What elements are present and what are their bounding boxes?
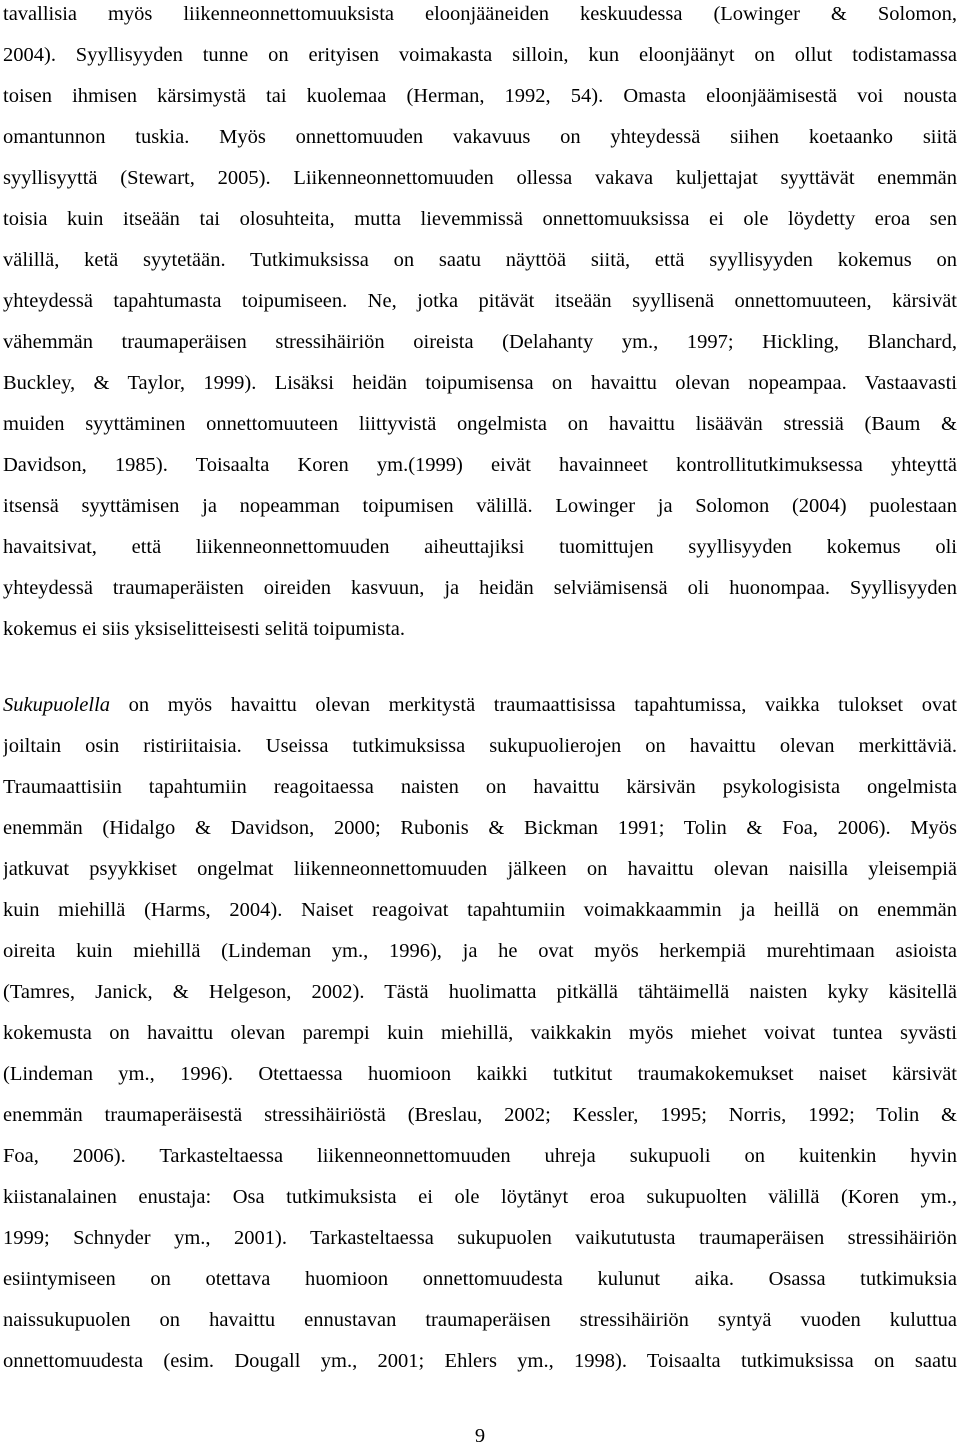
text-line: yhteydessä traumaperäisten oireiden kasvuun, ja heidän selviämisensä oli huonompaa. Syyllisyyden [3, 577, 957, 599]
text-line: (Lindeman ym., 1996). Otettaessa huomioon kaikki tutkitut traumakokemukset naiset kärsivät [3, 1063, 957, 1085]
page-number: 9 [474, 1425, 486, 1447]
text-line: (Tamres, Janick, & Helgeson, 2002). Tästä huolimatta pitkällä tähtäimellä naisten kyky käsitellä [3, 981, 957, 1003]
text-line: Traumaattisiin tapahtumiin reagoitaessa naisten on havaittu kärsivän psykologisista ongelmista [3, 776, 957, 798]
text-line: naissukupuolen on havaittu ennustavan traumaperäisen stressihäiriön syntyä vuoden kuluttua [3, 1309, 957, 1331]
text-line: itsensä syyttämisen ja nopeamman toipumisen välillä. Lowinger ja Solomon (2004) puolestaan [3, 495, 957, 517]
paragraph-gender [3, 685, 957, 1382]
paragraph-guilt [3, 0, 957, 650]
text-segment: on myös havaittu olevan merkitystä traumaattisissa tapahtumissa, vaikka tulokset ovat [110, 694, 957, 716]
text-line: esiintymiseen on otettava huomioon onnettomuudesta kulunut aika. Osassa tutkimuksia [3, 1268, 957, 1290]
text-line: kokemus ei siis yksiselitteisesti selitä toipumista. [3, 618, 406, 640]
text-line: muiden syyttäminen onnettomuuteen liittyvistä ongelmista on havaittu lisäävän stressiä (Baum & [3, 413, 957, 435]
text-line: syyllisyyttä (Stewart, 2005). Liikenneonnettomuuden ollessa vakava kuljettajat syyttävät enemmän [3, 167, 957, 189]
text-line: omantunnon tuskia. Myös onnettomuuden vakavuus on yhteydessä siihen koetaanko siitä [3, 126, 957, 148]
text-line: enemmän (Hidalgo & Davidson, 2000; Rubonis & Bickman 1991; Tolin & Foa, 2006). Myös [3, 817, 957, 839]
text-line: 1999; Schnyder ym., 2001). Tarkasteltaessa sukupuolen vaikututusta traumaperäisen stressihäiriön [3, 1227, 957, 1249]
text-line: Davidson, 1985). Toisaalta Koren ym.(1999) eivät havainneet kontrollitutkimuksessa yhteyttä [3, 454, 957, 476]
text-line: Foa, 2006). Tarkasteltaessa liikenneonnettomuuden uhreja sukupuoli on kuitenkin hyvin [3, 1145, 957, 1167]
text-line: onnettomuudesta (esim. Dougall ym., 2001; Ehlers ym., 1998). Toisaalta tutkimuksissa on saatu [3, 1350, 957, 1372]
text-line: yhteydessä tapahtumasta toipumiseen. Ne, jotka pitävät itseään syyllisenä onnettomuuteen, kärsivät [3, 290, 957, 312]
text-line: 2004). Syyllisyyden tunne on erityisen voimakasta silloin, kun eloonjäänyt on ollut todistamassa [3, 44, 957, 66]
text-line: havaitsivat, että liikenneonnettomuuden aiheuttajiksi tuomittujen syyllisyyden kokemus oli [3, 536, 957, 558]
text-line: kiistanalainen enustaja: Osa tutkimuksista ei ole löytänyt eroa sukupuolten välillä (Koren ym., [3, 1186, 957, 1208]
text-line: enemmän traumaperäisestä stressihäiriöstä (Breslau, 2002; Kessler, 1995; Norris, 1992; Tolin & [3, 1104, 957, 1126]
text-line: tavallisia myös liikenneonnettomuuksista eloonjääneiden keskuudessa (Lowinger & Solomon, [3, 3, 957, 25]
text-line: oireita kuin miehillä (Lindeman ym., 1996), ja he ovat myös herkempiä murehtimaan asioista [3, 940, 957, 962]
emphasized-term: Sukupuolella [3, 694, 111, 716]
text-line: välillä, ketä syytetään. Tutkimuksissa on saatu näyttöä siitä, että syyllisyyden kokemus on [3, 249, 957, 271]
text-line: vähemmän traumaperäisen stressihäiriön oireista (Delahanty ym., 1997; Hickling, Blanchard, [3, 331, 957, 353]
text-line: jatkuvat psyykkiset ongelmat liikenneonnettomuuden jälkeen on havaittu olevan naisilla yleisempiä [3, 858, 957, 880]
text-line: toisia kuin itseään tai olosuhteita, mutta lievemmissä onnettomuuksissa ei ole löydetty eroa sen [3, 208, 957, 230]
text-line [3, 685, 957, 726]
text-line: Buckley, & Taylor, 1999). Lisäksi heidän toipumisensa on havaittu olevan nopeampaa. Vastaavasti [3, 372, 957, 394]
text-line: kuin miehillä (Harms, 2004). Naiset reagoivat tapahtumiin voimakkaammin ja heillä on enemmän [3, 899, 957, 921]
text-line: toisen ihmisen kärsimystä tai kuolemaa (Herman, 1992, 54). Omasta eloonjäämisestä voi nousta [3, 85, 957, 107]
text-line: kokemusta on havaittu olevan parempi kuin miehillä, vaikkakin myös miehet voivat tuntea syvästi [3, 1022, 957, 1044]
text-line: joiltain osin ristiriitaisia. Useissa tutkimuksissa sukupuolierojen on havaittu olevan merkittäviä. [3, 735, 957, 757]
